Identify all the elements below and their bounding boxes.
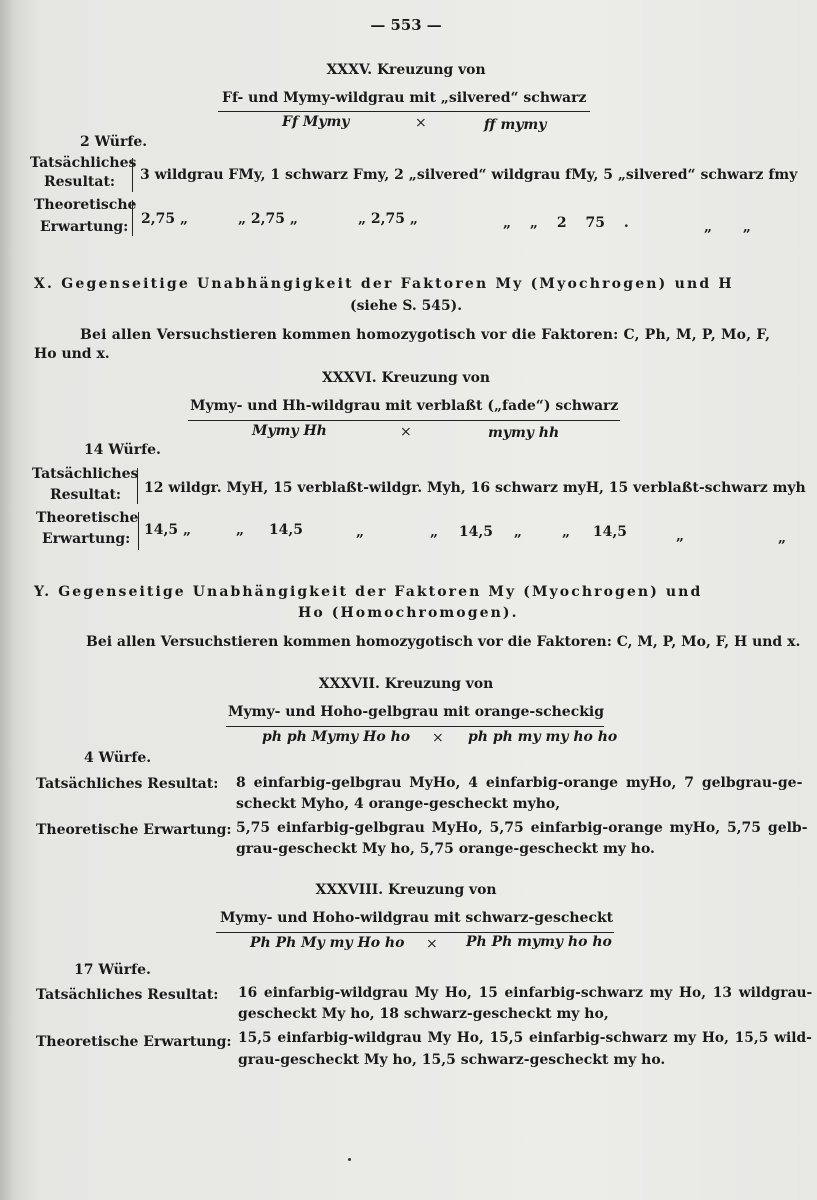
expected-label: Theoretische Erwartung: bbox=[36, 1034, 232, 1050]
expected-value: „ 2,75 „ bbox=[358, 211, 418, 227]
expected-value: „ 2,75 „ bbox=[238, 211, 298, 227]
actual-result-line: 8 einfarbig-gelbgrau MyHo, 4 einfarbig-orange myHo, 7 gelbgrau-ge- bbox=[236, 775, 803, 791]
brace bbox=[138, 512, 139, 550]
cross-times: × bbox=[432, 730, 444, 746]
expected-value: „ 14,5 bbox=[562, 524, 628, 540]
cross-genotype-left: Ph Ph My my Ho ho bbox=[250, 935, 405, 951]
brace bbox=[137, 468, 138, 504]
actual-result-value: 12 wildgr. MyH, 15 verblaßt-wildgr. Myh, 16 schwarz myH, 15 verblaßt-schwarz myh bbox=[144, 480, 806, 496]
actual-result-label: Tatsächliches bbox=[32, 466, 139, 482]
section-reference: (siehe S. 545). bbox=[349, 298, 463, 314]
cross-times: × bbox=[415, 115, 427, 131]
cross-title-xxxvii: XXXVII. Kreuzung von bbox=[318, 676, 494, 692]
cross-genotype-right: ff mymy bbox=[484, 117, 547, 133]
actual-result-label bbox=[30, 155, 136, 171]
expected-line: 15,5 einfarbig-wildgrau My Ho, 15,5 einfarbig-schwarz my Ho, 15,5 wild- bbox=[238, 1030, 812, 1046]
expected-value: „ bbox=[778, 530, 787, 546]
cross-parents-xxxv: Ff- und Mymy-wildgrau mit „silvered“ schwarz bbox=[222, 90, 587, 106]
cross-genotype-left: Ff Mymy bbox=[282, 114, 350, 130]
cross-parents-xxxvi: Mymy- und Hh-wildgrau mit verblaßt („fade“) schwarz bbox=[190, 398, 619, 414]
expected-label: Theoretische Erwartung: bbox=[36, 822, 232, 838]
page-number: — 553 — bbox=[370, 16, 442, 34]
cross-parents-xxxvii: Mymy- und Hoho-gelbgrau mit orange-scheckig bbox=[228, 704, 605, 720]
expected-label: Theoretische bbox=[36, 510, 139, 526]
expected-value: „ 14,5 bbox=[236, 522, 304, 538]
actual-result-value: 3 wildgrau FMy, 1 schwarz Fmy, 2 „silvered“ wildgrau fMy, 5 „silvered“ schwarz fmy bbox=[140, 167, 798, 183]
section-heading-y-cont: Ho (Homochromogen). bbox=[298, 605, 519, 621]
expected-label-2: Erwartung: bbox=[40, 219, 129, 235]
fraction-rule bbox=[216, 932, 614, 933]
print-speck bbox=[348, 1158, 351, 1161]
cross-genotype-right: Ph Ph mymy ho ho bbox=[466, 934, 612, 950]
actual-result-line: 16 einfarbig-wildgrau My Ho, 15 einfarbig-schwarz my Ho, 13 wildgrau- bbox=[238, 985, 813, 1001]
label-line: Tatsächliches bbox=[30, 155, 137, 171]
factor-note: Bei allen Versuchstieren kommen homozygotisch vor die Faktoren: C, Ph, M, P, Mo, F, bbox=[80, 327, 771, 343]
cross-title-xxxviii: XXXVIII. Kreuzung von bbox=[315, 882, 497, 898]
cross-title-xxxvi: XXXVI. Kreuzung von bbox=[322, 370, 491, 386]
expected-value: „ „ bbox=[704, 219, 751, 235]
cross-genotype-left: Mymy Hh bbox=[252, 423, 327, 439]
actual-result-line: gescheckt My ho, 18 schwarz-gescheckt my ho, bbox=[238, 1006, 609, 1022]
litter-count: 2 Würfe. bbox=[80, 134, 148, 150]
cross-genotype-left: ph ph Mymy Ho ho bbox=[262, 729, 411, 745]
expected-value: 14,5 „ bbox=[144, 522, 192, 538]
factor-note: Bei allen Versuchstieren kommen homozygotisch vor die Faktoren: C, M, P, Mo, F, H und x. bbox=[86, 634, 801, 650]
brace bbox=[132, 200, 133, 236]
actual-result-line: scheckt Myho, 4 orange-gescheckt myho, bbox=[236, 796, 561, 812]
litter-count: 17 Würfe. bbox=[74, 962, 151, 978]
cross-parents-xxxviii: Mymy- und Hoho-wildgrau mit schwarz-gescheckt bbox=[220, 910, 614, 926]
expected-label: Theoretische bbox=[34, 197, 137, 213]
cross-title-xxxv: XXXV. Kreuzung von bbox=[326, 62, 486, 78]
fraction-rule bbox=[218, 111, 590, 112]
expected-value: 2,75 „ bbox=[141, 211, 189, 227]
actual-result-label-2: Resultat: bbox=[44, 174, 116, 190]
expected-line: grau-gescheckt My ho, 15,5 schwarz-gescheckt my ho. bbox=[238, 1052, 666, 1068]
expected-line: 5,75 einfarbig-gelbgrau MyHo, 5,75 einfarbig-orange myHo, 5,75 gelb- bbox=[236, 820, 808, 836]
fraction-rule bbox=[188, 420, 620, 421]
actual-result-label: Tatsächliches Resultat: bbox=[36, 776, 219, 792]
expected-value: „ „ 2 75 . bbox=[503, 215, 629, 231]
factor-note-cont: Ho und x. bbox=[34, 346, 110, 362]
expected-line: grau-gescheckt My ho, 5,75 orange-gescheckt my ho. bbox=[236, 841, 655, 857]
expected-label-2: Erwartung: bbox=[42, 531, 131, 547]
litter-count: 4 Würfe. bbox=[84, 750, 152, 766]
fraction-rule bbox=[226, 726, 604, 727]
cross-genotype-right: ph ph my my ho ho bbox=[468, 729, 618, 745]
cross-times: × bbox=[426, 936, 438, 952]
actual-result-label: Tatsächliches Resultat: bbox=[36, 987, 219, 1003]
actual-result-label-2: Resultat: bbox=[50, 487, 122, 503]
brace bbox=[132, 158, 133, 192]
expected-value: „ bbox=[676, 528, 685, 544]
section-heading-y: Y. Gegenseitige Unabhängigkeit der Faktoren My (Myochrogen) und bbox=[34, 584, 703, 600]
expected-value: „ 14,5 „ bbox=[430, 524, 522, 540]
cross-times: × bbox=[400, 424, 412, 440]
expected-value: „ bbox=[356, 524, 365, 540]
section-heading-x: X. Gegenseitige Unabhängigkeit der Faktoren My (Myochrogen) und H bbox=[34, 276, 734, 292]
litter-count: 14 Würfe. bbox=[84, 442, 161, 458]
cross-genotype-right: mymy hh bbox=[488, 425, 560, 441]
